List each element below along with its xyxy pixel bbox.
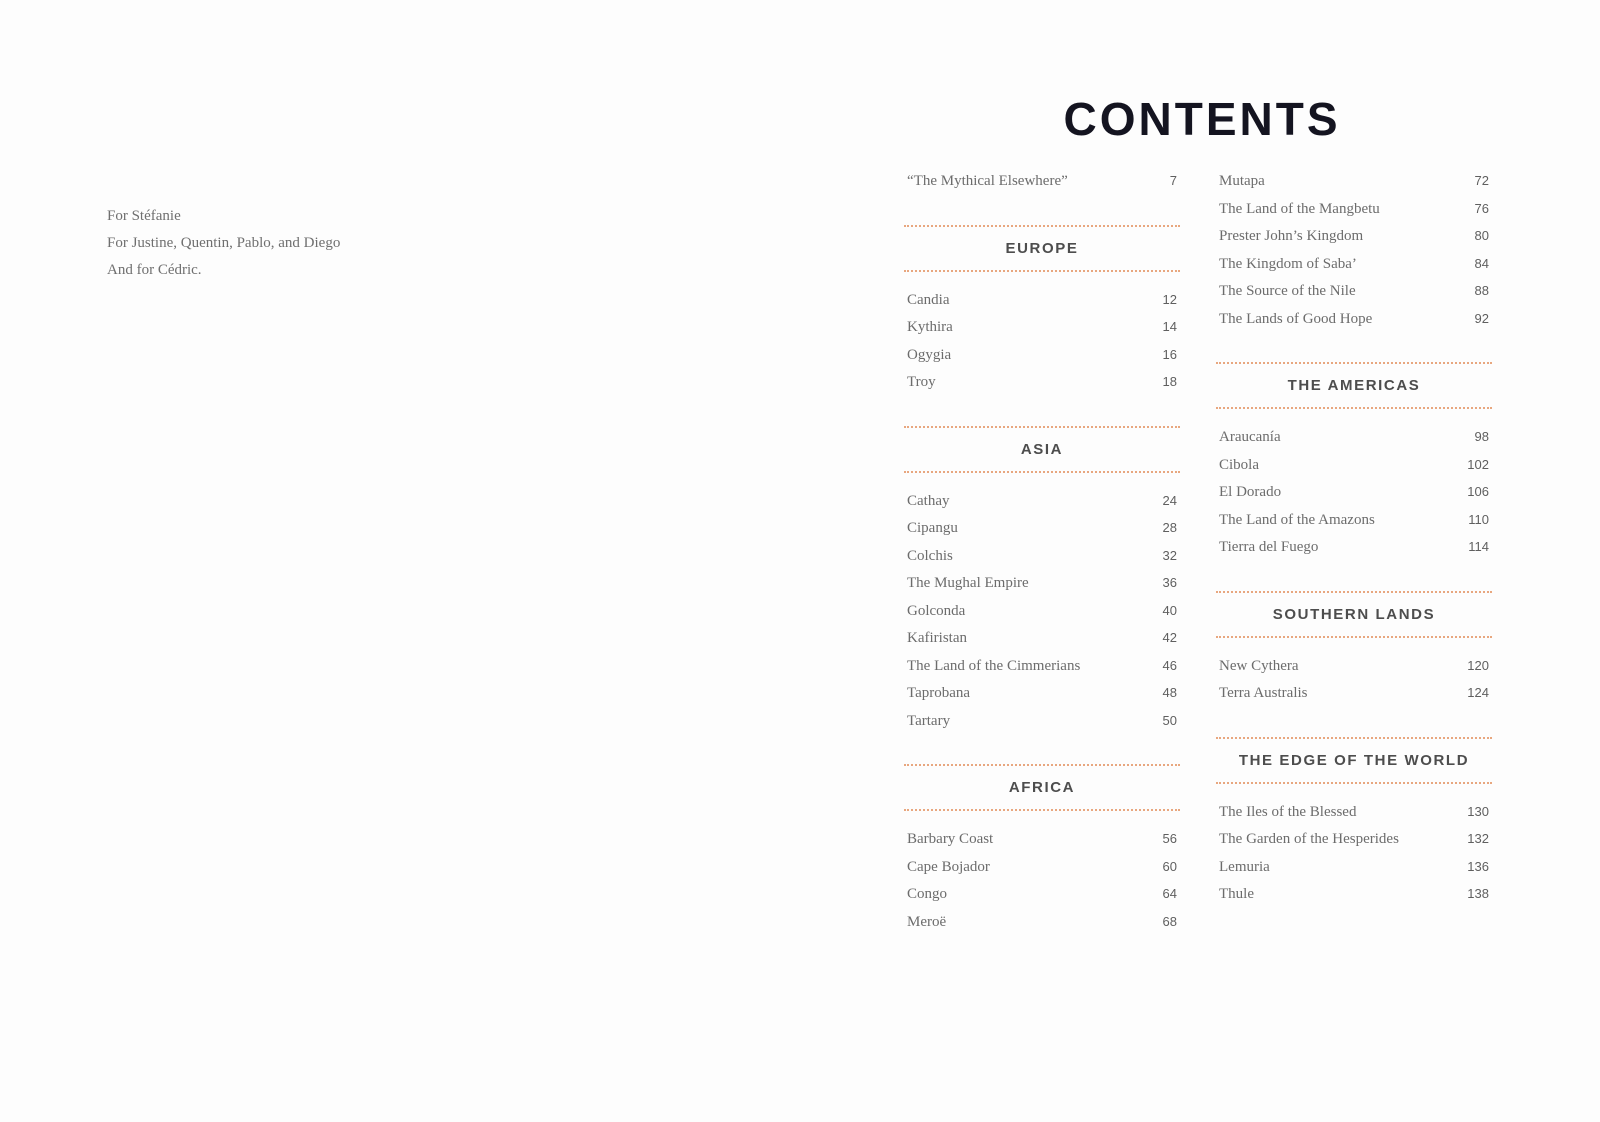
africa-continued-entries bbox=[1219, 173, 1489, 338]
toc-entry bbox=[907, 859, 1177, 887]
toc-entry-page: 7 bbox=[1169, 173, 1177, 188]
toc-entry-label: The Mughal Empire bbox=[907, 575, 1029, 591]
toc-entry bbox=[907, 520, 1177, 548]
toc-entry bbox=[1219, 831, 1489, 859]
americas-entries bbox=[1219, 429, 1489, 567]
toc-entry-label: Cipangu bbox=[907, 520, 958, 536]
toc-entry bbox=[907, 630, 1177, 658]
dotted-rule bbox=[1216, 407, 1492, 409]
toc-entry bbox=[907, 685, 1177, 713]
toc-entry-label: Cibola bbox=[1219, 456, 1259, 473]
toc-entry-label: Tierra del Fuego bbox=[1219, 539, 1319, 555]
toc-entry bbox=[1219, 484, 1489, 512]
section-americas bbox=[1219, 362, 1489, 409]
toc-entry bbox=[907, 292, 1177, 320]
dedication-line: For Stéfanie bbox=[107, 208, 181, 224]
toc-entry-page: 102 bbox=[1467, 456, 1489, 472]
dotted-rule bbox=[1216, 782, 1492, 784]
toc-entry bbox=[907, 603, 1177, 631]
toc-entry-page: 24 bbox=[1162, 492, 1177, 508]
toc-entry bbox=[1219, 886, 1489, 914]
toc-entry bbox=[1219, 804, 1489, 832]
southern-entries bbox=[1219, 658, 1489, 713]
section-asia bbox=[907, 426, 1177, 473]
dedication-line: And for Cédric. bbox=[107, 262, 202, 278]
toc-entry bbox=[1219, 429, 1489, 457]
toc-entry bbox=[907, 575, 1177, 603]
toc-entry-page: 56 bbox=[1162, 831, 1177, 846]
toc-entry-page: 48 bbox=[1162, 685, 1177, 700]
section-africa bbox=[907, 764, 1177, 811]
dotted-rule bbox=[904, 809, 1180, 811]
toc-entry bbox=[1219, 201, 1489, 229]
contents-column-left bbox=[907, 173, 1177, 941]
toc-entry-label: The Iles of the Blessed bbox=[1219, 803, 1357, 820]
toc-entry-label: Lemuria bbox=[1219, 858, 1270, 875]
dotted-rule bbox=[1216, 636, 1492, 638]
toc-entry-page: 106 bbox=[1467, 484, 1489, 499]
toc-entry-label: Troy bbox=[907, 374, 936, 390]
toc-entry-page: 60 bbox=[1162, 858, 1177, 874]
toc-entry-label: Golconda bbox=[907, 602, 966, 619]
edge-entries bbox=[1219, 804, 1489, 914]
toc-entry-label: Araucanía bbox=[1219, 429, 1281, 445]
toc-entry-label: Congo bbox=[907, 886, 948, 902]
toc-entry-label: Mutapa bbox=[1219, 173, 1265, 189]
toc-entry bbox=[907, 658, 1177, 686]
toc-entry-label: Kythira bbox=[907, 319, 953, 335]
toc-entry-label: The Lands of Good Hope bbox=[1219, 310, 1373, 327]
toc-entry bbox=[1219, 228, 1489, 256]
section-heading: EUROPE bbox=[1005, 239, 1079, 257]
toc-entry-label: Cathay bbox=[907, 492, 950, 509]
dotted-rule bbox=[904, 471, 1180, 473]
toc-entry-label: Barbary Coast bbox=[907, 831, 994, 847]
toc-entry-label: El Dorado bbox=[1219, 484, 1282, 500]
toc-entry-label: The Kingdom of Saba’ bbox=[1219, 255, 1357, 272]
toc-entry-page: 88 bbox=[1474, 283, 1489, 298]
toc-entry-label: Cape Bojador bbox=[907, 858, 990, 875]
toc-entry bbox=[907, 886, 1177, 914]
toc-entry bbox=[907, 319, 1177, 347]
toc-entry-page: 98 bbox=[1474, 429, 1489, 444]
europe-entries bbox=[907, 292, 1177, 402]
toc-entry bbox=[907, 374, 1177, 402]
toc-entry bbox=[907, 548, 1177, 576]
dedication bbox=[107, 203, 340, 284]
section-heading: THE AMERICAS bbox=[1287, 377, 1421, 394]
toc-entry bbox=[1219, 256, 1489, 284]
toc-entry-page: 64 bbox=[1162, 886, 1177, 901]
toc-entry-label: The Garden of the Hesperides bbox=[1219, 831, 1399, 847]
toc-entry-page: 80 bbox=[1474, 228, 1489, 243]
toc-entry-page: 110 bbox=[1468, 511, 1489, 527]
toc-entry bbox=[1219, 457, 1489, 485]
toc-entry bbox=[907, 914, 1177, 942]
toc-entry-label: The Source of the Nile bbox=[1219, 283, 1356, 299]
toc-entry-label: The Land of the Mangbetu bbox=[1219, 200, 1380, 217]
section-heading: AFRICA bbox=[1008, 779, 1076, 796]
toc-entry bbox=[1219, 173, 1489, 201]
toc-entry-page: 68 bbox=[1162, 913, 1177, 929]
toc-entry-page: 32 bbox=[1162, 547, 1177, 563]
toc-entry bbox=[1219, 512, 1489, 540]
toc-entry bbox=[907, 347, 1177, 375]
toc-entry-label: Ogygia bbox=[907, 346, 952, 363]
toc-entry bbox=[907, 493, 1177, 521]
toc-entry-page: 124 bbox=[1467, 685, 1489, 700]
toc-entry-page: 92 bbox=[1474, 310, 1489, 326]
toc-entry-label: Colchis bbox=[907, 547, 953, 564]
toc-entry-label: Candia bbox=[907, 291, 950, 308]
toc-entry-label: Thule bbox=[1219, 886, 1254, 902]
dedication-line: For Justine, Quentin, Pablo, and Diego bbox=[107, 235, 341, 251]
toc-entry-page: 36 bbox=[1162, 575, 1177, 590]
toc-entry-page: 50 bbox=[1162, 712, 1177, 728]
toc-entry-page: 12 bbox=[1162, 291, 1177, 307]
toc-entry bbox=[1219, 283, 1489, 311]
toc-entry-label: Prester John’s Kingdom bbox=[1219, 228, 1364, 244]
toc-entry-page: 14 bbox=[1162, 319, 1177, 334]
section-heading: ASIA bbox=[1020, 440, 1064, 458]
toc-entry bbox=[1219, 685, 1489, 713]
toc-entry-label: Kafiristan bbox=[907, 630, 967, 646]
toc-entry-label: The Land of the Amazons bbox=[1219, 511, 1375, 528]
toc-entry-page: 130 bbox=[1467, 803, 1489, 819]
dotted-rule bbox=[904, 270, 1180, 272]
toc-entry-label: Meroë bbox=[907, 913, 947, 930]
toc-entry-page: 42 bbox=[1162, 630, 1177, 645]
toc-entry-page: 138 bbox=[1467, 886, 1489, 901]
section-heading: SOUTHERN LANDS bbox=[1272, 605, 1436, 623]
toc-entry-label: The Land of the Cimmerians bbox=[907, 657, 1081, 674]
toc-entry bbox=[907, 831, 1177, 859]
toc-entry-label: Tartary bbox=[907, 712, 951, 729]
toc-entry-label: “The Mythical Elsewhere” bbox=[907, 173, 1068, 189]
section-heading: THE EDGE OF THE WORLD bbox=[1238, 751, 1470, 769]
toc-entry-page: 114 bbox=[1468, 539, 1489, 554]
toc-entry-label: Taprobana bbox=[907, 685, 971, 701]
toc-entry bbox=[907, 713, 1177, 741]
toc-entry-page: 72 bbox=[1474, 173, 1489, 188]
toc-entry-label: New Cythera bbox=[1219, 657, 1299, 674]
toc-entry-label: Terra Australis bbox=[1219, 685, 1308, 701]
asia-entries bbox=[907, 493, 1177, 741]
contents-column-right bbox=[1219, 173, 1489, 914]
toc-entry-page: 46 bbox=[1162, 657, 1177, 673]
toc-entry-page: 16 bbox=[1162, 346, 1177, 362]
contents-title: CONTENTS bbox=[1063, 93, 1341, 145]
toc-entry bbox=[1219, 539, 1489, 567]
toc-entry bbox=[1219, 311, 1489, 339]
section-edge-of-world bbox=[1219, 737, 1489, 784]
toc-entry bbox=[1219, 859, 1489, 887]
toc-entry-intro bbox=[907, 173, 1177, 201]
toc-entry-page: 136 bbox=[1467, 858, 1489, 874]
section-southern-lands bbox=[1219, 591, 1489, 638]
toc-entry-page: 76 bbox=[1474, 200, 1489, 216]
section-europe bbox=[907, 225, 1177, 272]
toc-entry bbox=[1219, 658, 1489, 686]
africa-entries bbox=[907, 831, 1177, 941]
toc-entry-page: 84 bbox=[1474, 255, 1489, 271]
toc-entry-page: 120 bbox=[1467, 657, 1489, 673]
toc-entry-page: 28 bbox=[1162, 520, 1177, 535]
toc-entry-page: 132 bbox=[1467, 831, 1489, 846]
toc-entry-page: 40 bbox=[1162, 602, 1177, 618]
toc-entry-page: 18 bbox=[1162, 374, 1177, 389]
